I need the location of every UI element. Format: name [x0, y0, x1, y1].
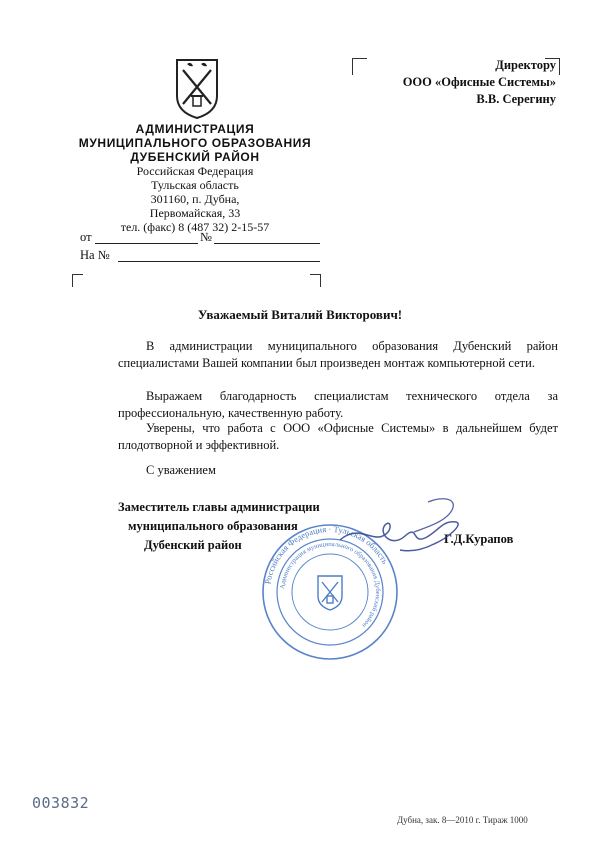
recipient-corner-left: [352, 58, 367, 75]
stamp-inner-text: Администрация муниципального образования Дубенский район: [279, 540, 382, 629]
handwritten-signature: [330, 492, 470, 572]
paragraph-2: Выражаем благодарность специалистам технического отдела за профессиональную, качественную работу.: [118, 389, 558, 420]
form-serial-number: 003832: [32, 794, 90, 812]
org-name-line-1: АДМИНИСТРАЦИЯ: [135, 122, 255, 136]
country-line: Российская Федерация: [136, 164, 254, 178]
region-line: Тульская область: [151, 178, 239, 192]
reply-to-label: На №: [80, 248, 110, 262]
signatory-title-line-3: Дубенский район: [144, 538, 242, 552]
paragraph-3: Уверены, что работа с ООО «Офисные Системы» в дальнейшем будет плодотворной и эффективной.: [118, 421, 558, 452]
stamp-emblem-icon: [318, 576, 342, 610]
closing: С уважением: [146, 463, 216, 477]
recipient-name: В.В. Серегину: [476, 92, 556, 106]
phone-line: тел. (факс) 8 (487 32) 2-15-57: [120, 220, 270, 234]
number-label: №: [200, 230, 212, 244]
recipient-block: [403, 57, 556, 108]
signatory-name: Г.Д.Курапов: [444, 532, 514, 546]
org-name-line-2: МУНИЦИПАЛЬНОГО ОБРАЗОВАНИЯ: [78, 136, 312, 150]
signatory-title-line-1: Заместитель главы администрации: [118, 500, 320, 514]
address-line-1: 301160, п. Дубна,: [150, 192, 240, 206]
signatory-title-line-2: муниципального образования: [128, 519, 298, 533]
coat-of-arms-emblem: [173, 56, 221, 120]
greeting: Уважаемый Виталий Викторович!: [197, 307, 403, 322]
reply-field-line: [118, 261, 320, 262]
date-field-line: [95, 243, 198, 244]
recipient-position: Директору: [495, 58, 556, 72]
address-line-2: Первомайская, 33: [149, 206, 241, 220]
corner-bracket-right: [310, 274, 321, 287]
sender-header: [70, 122, 320, 234]
paragraph-1: В администрации муниципального образования Дубенский район специалистами Вашей компании был произведен монтаж компьютерной сети.: [118, 339, 558, 370]
print-info: Дубна, зак. 8—2010 г. Тираж 1000: [397, 815, 528, 825]
from-label: от: [80, 230, 92, 244]
stamp-outer-text: Российская Федерация · Тульская область: [262, 523, 391, 585]
org-name-line-3: ДУБЕНСКИЙ РАЙОН: [130, 150, 260, 164]
recipient-company: ООО «Офисные Системы»: [402, 75, 556, 89]
number-field-line: [214, 243, 320, 244]
corner-bracket-left: [72, 274, 83, 287]
